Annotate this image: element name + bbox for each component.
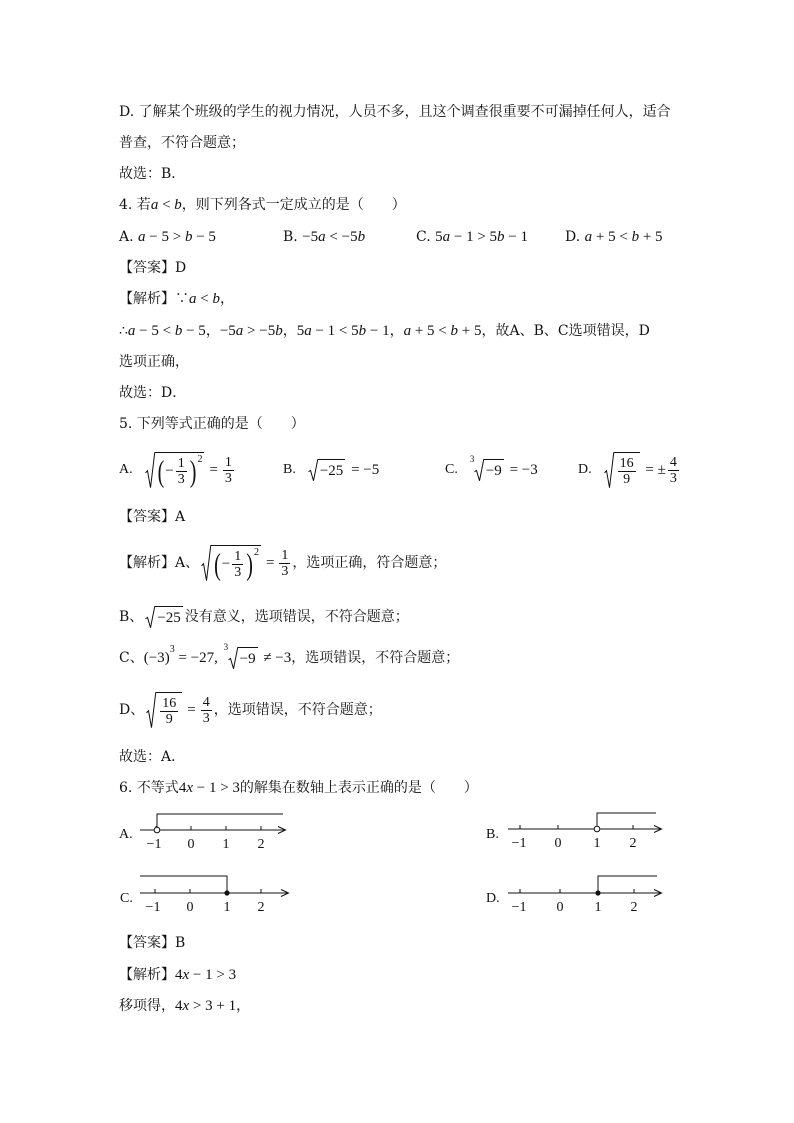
math-expression: 4	[175, 998, 183, 1014]
analysis-suffix: ，选项正确，符合题意；	[292, 555, 447, 571]
text-run: 6. 不等式	[119, 780, 179, 796]
solid-dot-marker	[595, 890, 600, 895]
radicand	[155, 452, 205, 488]
prev-option-d-line2: 普查，不符合题意；	[119, 135, 245, 151]
fraction	[160, 696, 178, 727]
tick-label: 0	[187, 837, 195, 852]
math-expression: −5	[219, 323, 236, 339]
tick-label: 1	[223, 900, 231, 915]
math-variable: b	[174, 197, 182, 213]
math-variable: a	[318, 229, 326, 245]
cube-root	[223, 642, 258, 669]
exponent: 3	[169, 644, 175, 655]
root-index: 3	[469, 454, 475, 464]
math-variable: b	[450, 323, 459, 339]
denominator: 3	[234, 565, 242, 580]
radical-sign-icon	[145, 606, 155, 628]
analysis-prefix: B、	[119, 609, 144, 625]
option-letter: D.	[486, 891, 500, 906]
fraction	[223, 455, 234, 486]
math-variable: a	[127, 323, 136, 339]
fraction	[176, 456, 187, 487]
equals-sign: =	[209, 462, 218, 478]
q6-answer: 【答案】B	[119, 935, 186, 951]
q4-analysis-line1	[119, 289, 234, 309]
math-expression: − 5	[192, 229, 216, 245]
math-expression: 4	[175, 967, 183, 983]
q6-analysis-line2	[119, 996, 250, 1016]
option-letter: B.	[486, 827, 499, 842]
text-run: 【解析】	[119, 967, 175, 983]
text-run: 的解集在数轴上表示正确的是（ ）	[239, 780, 478, 796]
equals-sign: =	[187, 702, 196, 718]
denominator: 9	[623, 472, 631, 487]
q4-option-c	[416, 227, 528, 247]
option-letter: C.	[445, 462, 458, 477]
math-expression: 5	[296, 323, 305, 339]
math-variable: a	[304, 323, 312, 339]
text-run: 移项得，	[119, 998, 175, 1014]
math-expression: −5	[302, 229, 319, 245]
q4-conclusion: 故选：D．	[119, 385, 187, 401]
math-variable: b	[174, 323, 183, 339]
q5-option-a	[119, 448, 236, 492]
tick-label: 2	[257, 900, 265, 915]
math-expression: + 5	[639, 229, 663, 245]
denominator: 3	[224, 470, 232, 486]
exponent: 2	[253, 547, 259, 558]
q5-option-b	[283, 459, 379, 481]
math-expression: − 1 > 5	[450, 229, 498, 245]
math-variable: b	[357, 229, 366, 245]
math-variable: a	[584, 229, 593, 245]
equals-sign: =	[265, 555, 275, 571]
radical-sign-icon	[474, 459, 484, 481]
q4-option-a	[119, 227, 216, 247]
math-expression: <	[158, 197, 175, 213]
open-circle-marker	[154, 827, 160, 833]
tick-label: 2	[257, 837, 265, 852]
radical-sign-icon	[145, 452, 155, 488]
radical-sign-icon	[146, 692, 156, 728]
power-expression	[143, 644, 175, 668]
text-run: ，	[205, 323, 220, 339]
tick-label: 1	[222, 837, 230, 852]
tick-label: −1	[145, 900, 161, 915]
math-variable: b	[184, 229, 193, 245]
minus-sign: −	[165, 463, 174, 479]
equation-rhs: = −5	[347, 462, 380, 478]
q5-analysis-d	[119, 688, 382, 732]
numerator: 16	[619, 456, 634, 471]
numerator: 1	[224, 454, 232, 470]
radicand	[211, 545, 261, 581]
tick-label: 1	[594, 900, 602, 915]
right-paren: )	[164, 650, 170, 666]
square-root	[604, 452, 640, 488]
fraction	[618, 456, 636, 487]
radical-sign-icon	[604, 452, 614, 488]
math-variable: b	[497, 229, 505, 245]
square-root	[145, 606, 182, 628]
radical-sign-icon	[228, 647, 238, 669]
option-letter: A.	[119, 827, 133, 842]
q6-option-b	[486, 813, 662, 851]
q4-analysis-line2	[119, 321, 650, 341]
math-variable: b	[275, 323, 283, 339]
equation-rhs: = ±	[641, 462, 666, 478]
math-variable: a	[442, 229, 451, 245]
q4-analysis-line3: 选项正确，	[119, 354, 189, 370]
denominator: 3	[177, 472, 185, 487]
q6-stem	[119, 778, 478, 798]
math-expression: + 5 <	[592, 229, 632, 245]
radical-sign-icon	[308, 459, 318, 481]
left-paren: (	[143, 650, 149, 666]
q5-option-d	[578, 448, 681, 492]
option-letter: A.	[119, 462, 133, 477]
left-paren: (	[214, 547, 221, 582]
text-run: D.	[565, 229, 585, 245]
analysis-prefix: D、	[119, 702, 145, 718]
tick-label: 2	[629, 836, 637, 851]
radicand: −25	[318, 459, 345, 481]
radicand	[156, 692, 182, 728]
q5-analysis-a	[119, 541, 446, 585]
numerator: 1	[281, 547, 289, 563]
q4-option-b	[283, 227, 365, 247]
text-run: ，则下列各式一定成立的是（ ）	[181, 197, 406, 213]
square-root	[145, 452, 205, 488]
fraction	[201, 695, 212, 726]
open-circle-marker	[594, 826, 600, 832]
math-variable: a	[189, 291, 197, 307]
text-run: A.	[119, 229, 139, 245]
cube-root	[469, 454, 504, 481]
tick-label: 0	[554, 836, 562, 851]
left-paren: (	[157, 454, 165, 489]
fraction	[279, 548, 290, 579]
text-run: 【解析】∵	[119, 291, 189, 307]
q4-answer: 【答案】D	[119, 260, 187, 276]
q5-answer: 【答案】A	[119, 509, 186, 525]
text-run: 4. 若	[119, 197, 151, 213]
q6-option-c	[120, 876, 289, 915]
equation-rhs: ≠ −3	[259, 650, 292, 666]
math-expression: − 5 >	[145, 229, 185, 245]
math-variable: b	[358, 323, 367, 339]
analysis-prefix: 【解析】A、	[119, 555, 200, 571]
tick-label: 0	[186, 900, 194, 915]
prev-option-d-line1: D. 了解某个班级的学生的视力情况，人员不多，且这个调查很重要不可漏掉任何人，适合	[119, 104, 671, 120]
numerator: 1	[234, 549, 242, 564]
math-expression: 4	[178, 780, 187, 796]
q6-option-a	[119, 814, 286, 852]
tick-label: −1	[146, 837, 162, 852]
numerator: 4	[202, 694, 210, 710]
math-expression: − 5 <	[135, 323, 175, 339]
math-expression: − 1 > 3	[189, 967, 237, 983]
analysis-suffix: 没有意义，选项错误，不符合题意；	[184, 609, 409, 625]
right-paren: )	[189, 454, 197, 489]
denominator: 3	[669, 470, 677, 486]
math-variable: a	[235, 323, 244, 339]
q5-conclusion: 故选：A．	[119, 749, 186, 765]
solid-dot-marker	[224, 890, 229, 895]
equation-rhs: = −3	[505, 462, 538, 478]
q5-analysis-c	[119, 642, 460, 670]
analysis-suffix: ，选项错误，不符合题意；	[291, 650, 460, 666]
math-variable: a	[150, 197, 159, 213]
math-expression: <	[196, 291, 213, 307]
math-variable: x	[182, 967, 190, 983]
number-line-options	[0, 800, 794, 920]
option-letter: D.	[578, 462, 592, 477]
radical-sign-icon	[201, 545, 211, 581]
math-expression: − 1	[504, 229, 529, 245]
math-expression: + 5 <	[411, 323, 451, 339]
tick-label: 0	[556, 900, 564, 915]
q6-analysis-line1	[119, 965, 236, 985]
q6-option-d	[486, 876, 662, 915]
text-run: ，	[282, 323, 297, 339]
math-variable: x	[182, 998, 190, 1014]
math-expression: − 5	[182, 323, 206, 339]
math-expression: > 3 + 1	[189, 998, 237, 1014]
analysis-suffix: ，选项错误，不符合题意；	[213, 702, 382, 718]
q4-stem	[119, 195, 406, 215]
math-expression: − 1	[366, 323, 390, 339]
numerator: 1	[177, 456, 185, 471]
math-expression: 5	[435, 229, 443, 245]
prev-conclusion: 故选：B．	[119, 166, 186, 182]
math-variable: b	[212, 291, 220, 307]
math-variable: a	[403, 323, 412, 339]
numerator: 16	[162, 696, 177, 711]
text-run: ，	[389, 323, 404, 339]
denominator: 9	[165, 712, 173, 727]
option-letter: B.	[283, 462, 296, 477]
solution-bracket	[598, 876, 657, 893]
solution-bracket	[597, 813, 656, 826]
math-variable: a	[138, 229, 146, 245]
right-paren: )	[246, 547, 253, 582]
solution-bracket	[157, 814, 283, 827]
denominator: 3	[281, 563, 289, 579]
square-root	[308, 459, 345, 481]
text-run: ，	[236, 998, 251, 1014]
q5-stem: 5. 下列等式正确的是（ ）	[119, 416, 305, 432]
math-expression: > −5	[243, 323, 276, 339]
exponent: 2	[197, 454, 203, 465]
fraction	[668, 455, 679, 486]
solution-bracket	[140, 876, 227, 893]
fraction	[232, 549, 243, 580]
tick-label: −1	[511, 836, 527, 851]
square-root	[146, 692, 182, 728]
radicand: −25	[155, 606, 182, 628]
numerator: 4	[669, 454, 677, 470]
power-base: −3	[148, 650, 165, 666]
radicand	[614, 452, 640, 488]
q4-option-d	[565, 227, 663, 247]
text-run: ∴	[119, 323, 128, 339]
option-letter: C.	[120, 891, 133, 906]
math-variable: b	[631, 229, 640, 245]
tick-label: −1	[511, 900, 527, 915]
math-variable: x	[186, 780, 193, 796]
text-run: C.	[416, 229, 436, 245]
q5-option-c	[445, 454, 538, 481]
math-expression: − 1 < 5	[311, 323, 359, 339]
q5-analysis-b	[119, 605, 409, 629]
tick-label: 1	[593, 836, 601, 851]
tick-label: 2	[630, 900, 638, 915]
text-run: ，故A、B、C选项错误，D	[481, 323, 650, 339]
text-run: ，	[219, 291, 234, 307]
radicand: −9	[484, 459, 504, 481]
math-expression: − 1 > 3	[192, 780, 240, 796]
radicand: −9	[238, 647, 258, 669]
denominator: 3	[202, 710, 210, 726]
square-root	[201, 545, 261, 581]
text-run: B.	[283, 229, 303, 245]
equation-middle: = −27,	[174, 650, 222, 666]
math-expression: < −5	[325, 229, 358, 245]
math-expression: + 5	[458, 323, 482, 339]
minus-sign: −	[221, 556, 231, 572]
root-index: 3	[223, 642, 229, 652]
analysis-prefix: C、	[119, 650, 144, 666]
